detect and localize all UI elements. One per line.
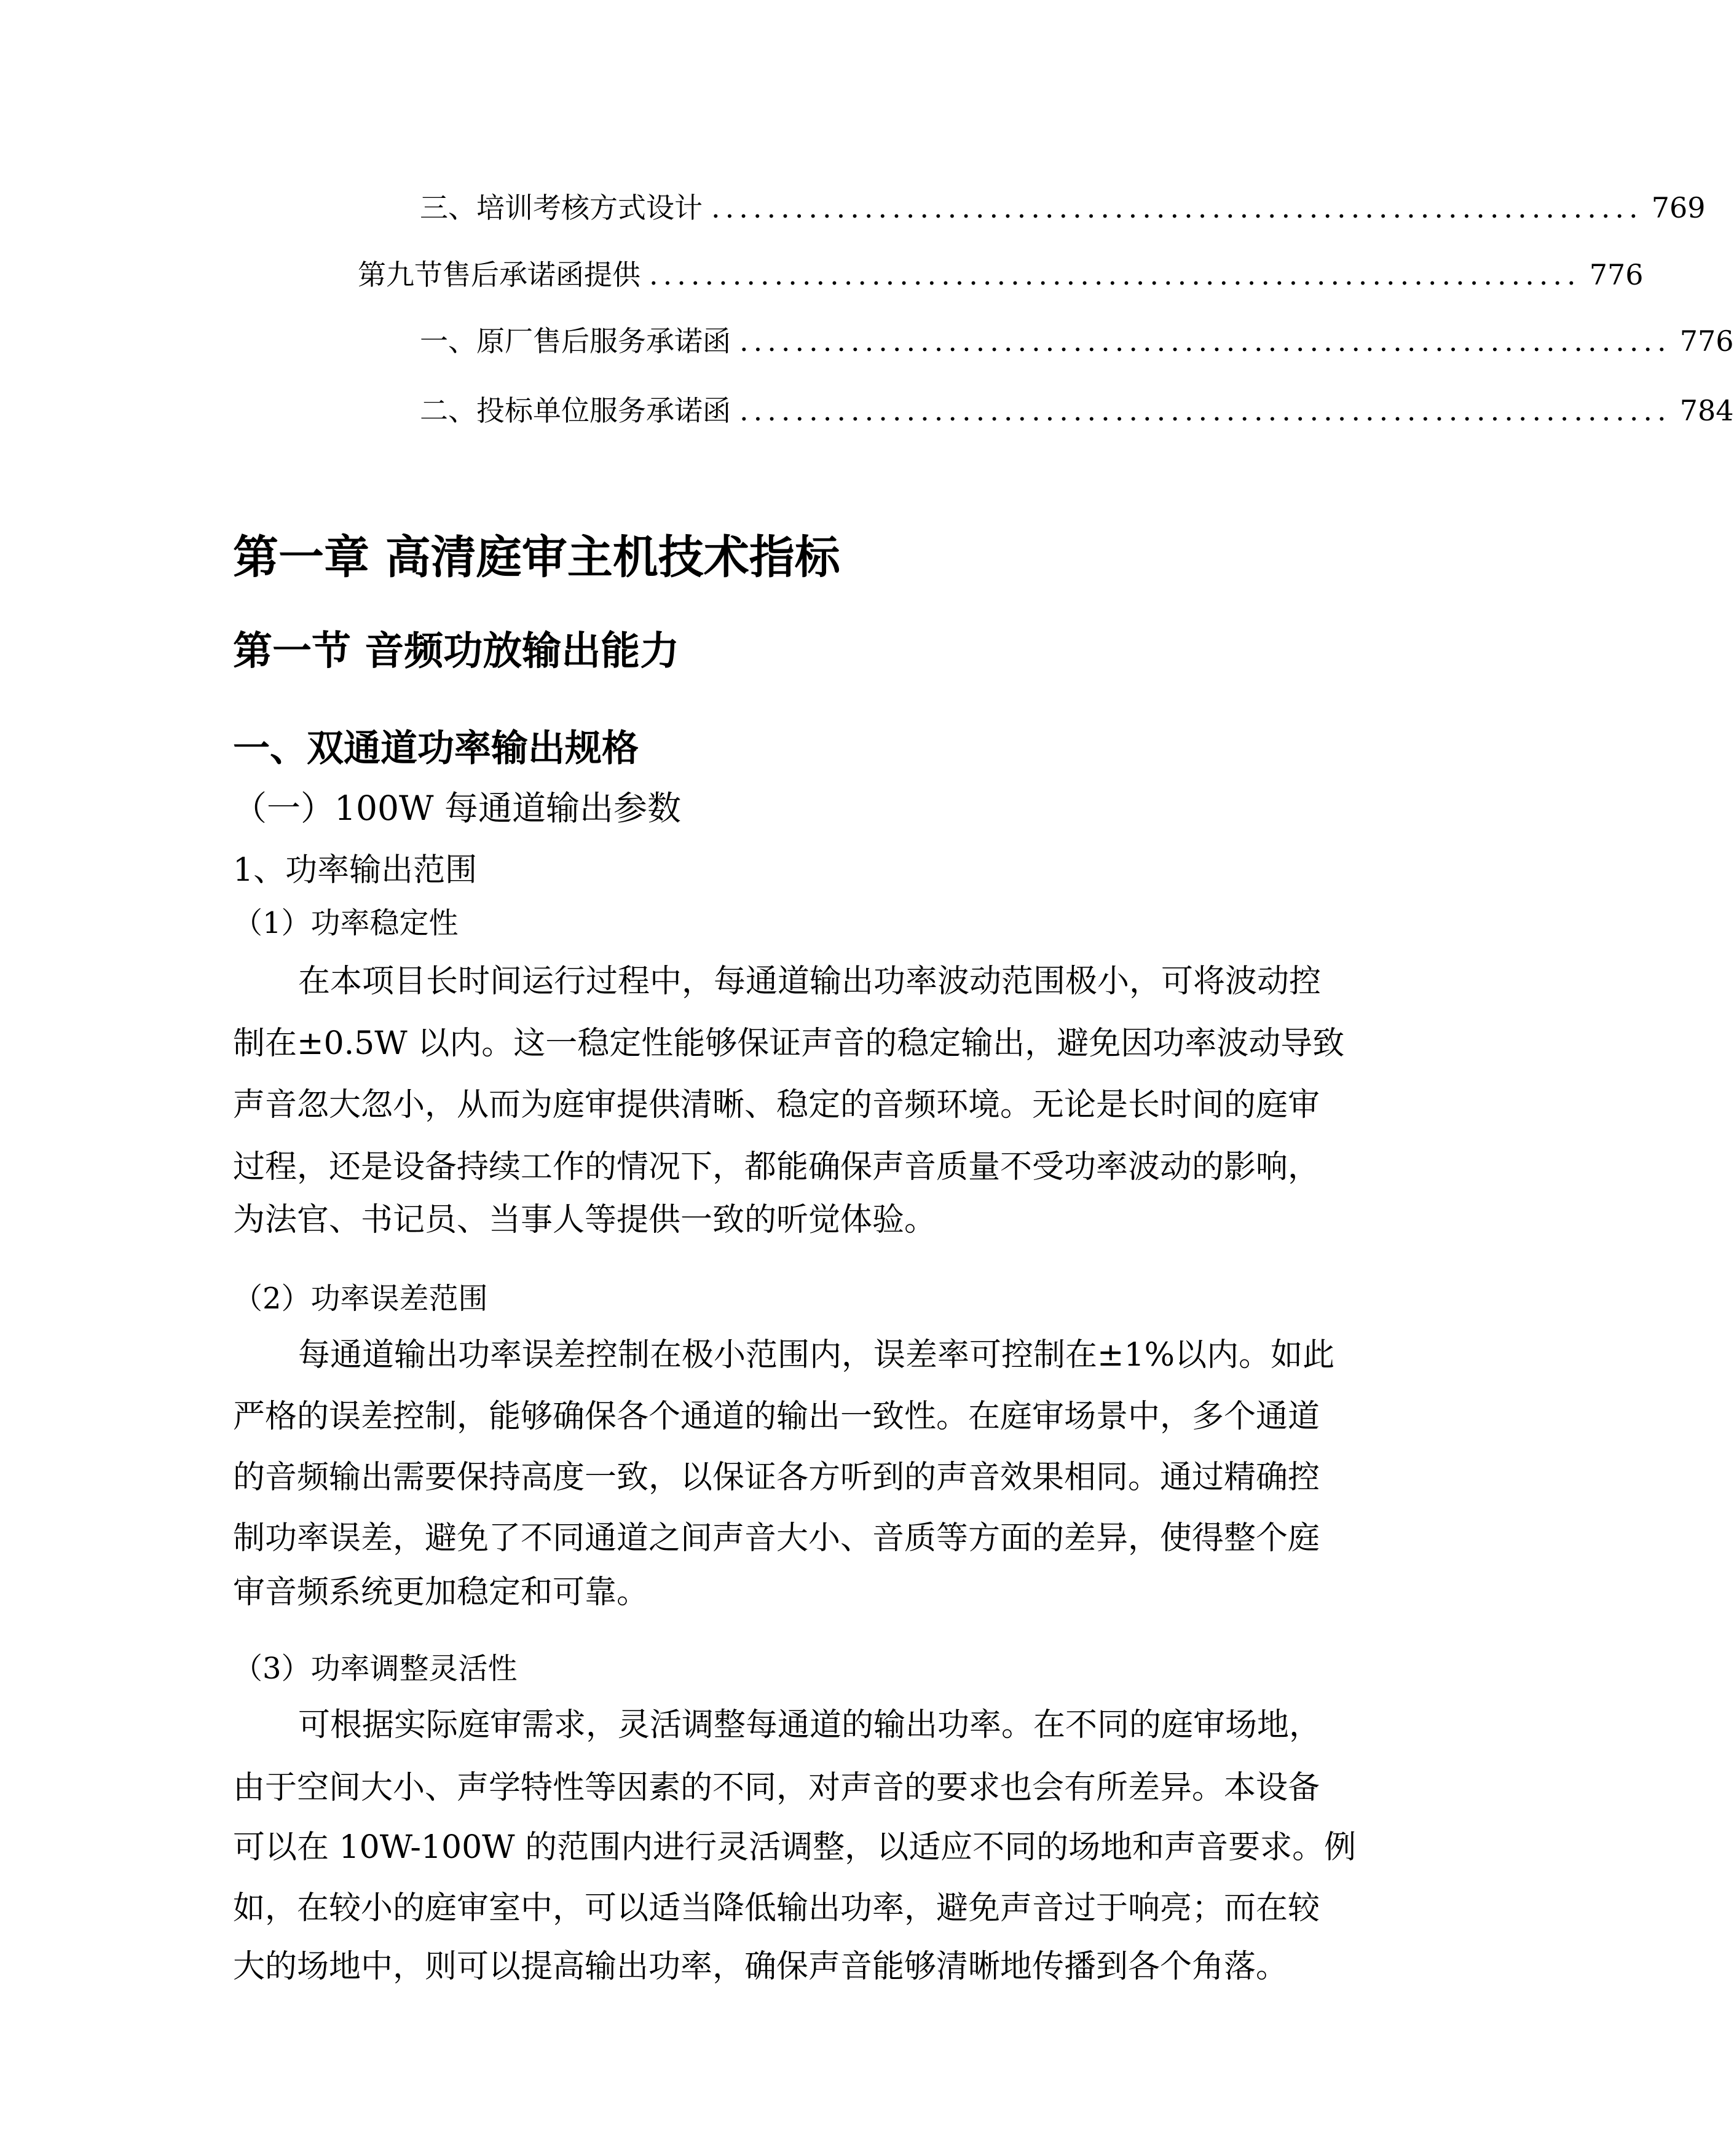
- paragraph-line: 严格的误差控制，能够确保各个通道的输出一致性。在庭审场景中，多个通道: [233, 1398, 1320, 1435]
- toc-leader: ...................................................................: [649, 258, 1581, 291]
- paragraph-line: 可以在 10W-100W 的范围内进行灵活调整，以适应不同的场地和声音要求。例: [233, 1829, 1357, 1866]
- toc-page-number: 769: [1651, 191, 1706, 224]
- toc-entry-number: 一、: [420, 325, 476, 358]
- toc-page-number: 784: [1679, 394, 1734, 427]
- block-heading: （1）功率稳定性: [233, 906, 459, 940]
- toc-page-number: 776: [1589, 258, 1644, 291]
- toc-entry-title: 培训考核方式设计: [476, 191, 703, 224]
- item-title: 1、功率输出范围: [233, 852, 478, 889]
- subsection-title: 一、双通道功率输出规格: [233, 727, 639, 770]
- chapter-title: 第一章 高清庭审主机技术指标: [233, 531, 840, 584]
- toc-entry-title: 原厂售后服务承诺函: [476, 325, 731, 358]
- toc-leader: ...................................................................: [739, 394, 1671, 427]
- block-heading: （2）功率误差范围: [233, 1281, 488, 1316]
- toc-leader: ...................................................................: [711, 191, 1643, 224]
- block-heading: （3）功率调整灵活性: [233, 1651, 518, 1686]
- toc-entry-number: 二、: [420, 394, 476, 427]
- toc-entry[interactable]: [420, 323, 1734, 360]
- paragraph-line: 声音忽大忽小，从而为庭审提供清晰、稳定的音频环境。无论是长时间的庭审: [233, 1087, 1320, 1123]
- toc-entry[interactable]: [420, 189, 1706, 226]
- paragraph-line: 为法官、书记员、当事人等提供一致的听觉体验。: [233, 1202, 937, 1238]
- toc-entry[interactable]: [420, 392, 1734, 429]
- paragraph-line: 可根据实际庭审需求，灵活调整每通道的输出功率。在不同的庭审场地，: [298, 1707, 1322, 1744]
- toc-entry-title: 投标单位服务承诺函: [476, 394, 731, 427]
- paragraph-line: 由于空间大小、声学特性等因素的不同，对声音的要求也会有所差异。本设备: [233, 1769, 1320, 1806]
- paragraph-line: 大的场地中，则可以提高输出功率，确保声音能够清晰地传播到各个角落。: [233, 1948, 1288, 1985]
- subsubsection-title: （一）100W 每通道输出参数: [233, 789, 681, 828]
- paragraph-line: 过程，还是设备持续工作的情况下，都能确保声音质量不受功率波动的影响，: [233, 1149, 1320, 1186]
- paragraph-line: 如，在较小的庭审室中，可以适当降低输出功率，避免声音过于响亮；而在较: [233, 1890, 1320, 1927]
- toc-entry-number: 三、: [420, 191, 476, 224]
- paragraph-line: 每通道输出功率误差控制在极小范围内，误差率可控制在±1%以内。如此: [298, 1337, 1335, 1374]
- toc-entry[interactable]: [358, 256, 1644, 293]
- toc-entry-title: 售后承诺函提供: [443, 258, 640, 291]
- toc-leader: ...................................................................: [739, 325, 1671, 358]
- paragraph-line: 制在±0.5W 以内。这一稳定性能够保证声音的稳定输出，避免因功率波动导致: [233, 1025, 1345, 1062]
- toc-page-number: 776: [1679, 325, 1734, 358]
- section-title: 第一节 音频功放输出能力: [233, 629, 680, 674]
- paragraph-line: 在本项目长时间运行过程中，每通道输出功率波动范围极小，可将波动控: [298, 963, 1322, 1000]
- paragraph-line: 的音频输出需要保持高度一致，以保证各方听到的声音效果相同。通过精确控: [233, 1459, 1320, 1496]
- paragraph-line: 审音频系统更加稳定和可靠。: [233, 1574, 649, 1611]
- paragraph-line: 制功率误差，避免了不同通道之间声音大小、音质等方面的差异，使得整个庭: [233, 1520, 1320, 1557]
- toc-entry-number: 第九节: [358, 258, 443, 291]
